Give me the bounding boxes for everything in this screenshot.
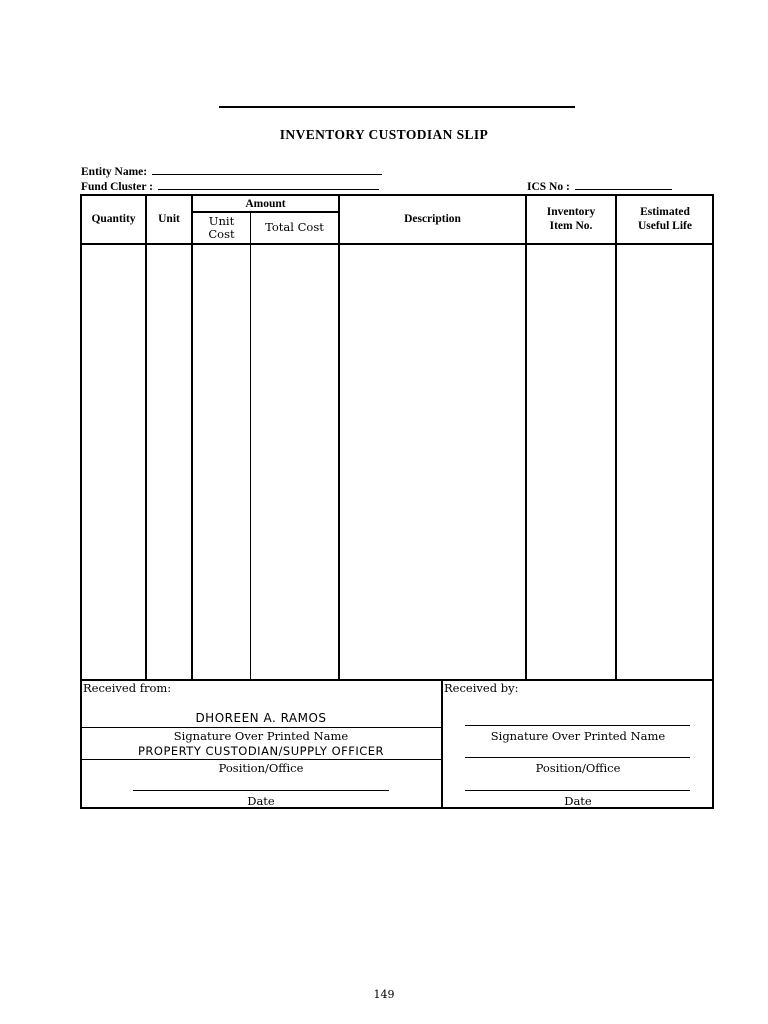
col-divider: [525, 195, 527, 680]
header-unit-cost-line2: Cost: [208, 227, 235, 241]
left-date-blank[interactable]: [133, 790, 389, 791]
left-date-caption: Date: [247, 794, 275, 808]
ics-no-label: ICS No :: [527, 181, 570, 193]
received-from-label: Received from:: [83, 681, 172, 695]
ics-no-field: [527, 175, 672, 194]
fund-cluster-blank[interactable]: [158, 179, 379, 190]
custodian-name: DHOREEN A. RAMOS: [195, 711, 327, 725]
header-quantity: Quantity: [91, 213, 136, 225]
header-useful-line2: Useful Life: [638, 220, 692, 232]
received-by-label: Received by:: [444, 681, 519, 695]
header-inventory-item-no: [527, 205, 615, 233]
entity-name-label: Entity Name:: [81, 166, 148, 178]
top-rule: [219, 106, 575, 108]
ics-no-blank[interactable]: [575, 179, 672, 190]
header-estimated-useful-life: [617, 205, 713, 233]
signature-divider: [81, 679, 713, 681]
header-description: Description: [404, 213, 461, 225]
left-signature-caption: Signature Over Printed Name: [173, 729, 349, 743]
col-divider: [615, 195, 617, 680]
col-divider: [191, 195, 193, 680]
col-divider: [145, 195, 147, 680]
right-date-blank[interactable]: [465, 790, 690, 791]
right-signature-blank[interactable]: [465, 725, 690, 726]
header-inventory-line2: Item No.: [549, 220, 593, 232]
col-divider: [338, 195, 340, 680]
signature-col-divider: [441, 680, 443, 808]
header-amount: Amount: [245, 198, 286, 210]
header-useful-line1: Estimated: [640, 206, 690, 218]
col-divider: [250, 212, 251, 680]
right-position-caption: Position/Office: [535, 761, 621, 775]
right-position-blank[interactable]: [465, 757, 690, 758]
header-unit: Unit: [158, 213, 180, 225]
left-row-divider: [81, 759, 441, 760]
fund-cluster-field: [81, 175, 379, 194]
header-divider: [81, 243, 713, 245]
page-number: 149: [373, 988, 395, 1001]
header-inventory-line1: Inventory: [546, 206, 596, 218]
right-signature-caption: Signature Over Printed Name: [490, 729, 666, 743]
entity-name-blank[interactable]: [152, 164, 382, 175]
left-row-divider: [81, 727, 441, 728]
header-unit-cost-line1: Unit: [208, 214, 235, 228]
header-total-cost: Total Cost: [265, 220, 324, 234]
right-date-caption: Date: [564, 794, 592, 808]
amount-divider: [192, 211, 339, 213]
page-title: INVENTORY CUSTODIAN SLIP: [279, 127, 489, 142]
left-position-caption: Position/Office: [218, 761, 304, 775]
header-unit-cost: [193, 215, 250, 241]
custodian-position: PROPERTY CUSTODIAN/SUPPLY OFFICER: [137, 744, 385, 758]
fund-cluster-label: Fund Cluster :: [81, 181, 153, 193]
